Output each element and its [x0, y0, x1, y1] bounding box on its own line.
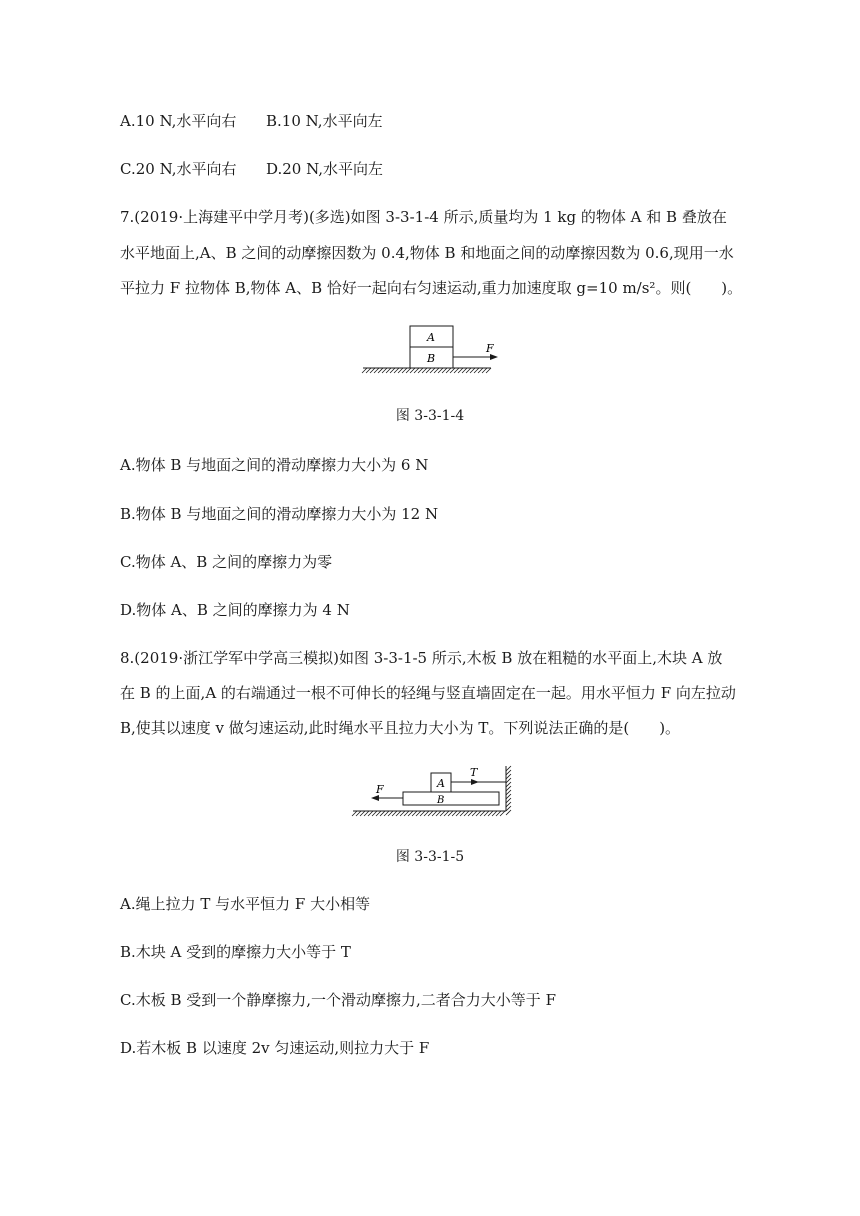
- q8-stem-line-1: 8.(2019·浙江学军中学高三模拟)如图 3-3-1-5 所示,木板 B 放在粗糙的水平面上,木块 A 放: [120, 649, 723, 667]
- q7-option-c: C.物体 A、B 之间的摩擦力为零: [120, 553, 333, 571]
- q7-stem-line-3: 平拉力 F 拉物体 B,物体 A、B 恰好一起向右匀速运动,重力加速度取 g=10 m/s²。则( )。: [120, 279, 743, 297]
- q7-option-a: A.物体 B 与地面之间的滑动摩擦力大小为 6 N: [120, 456, 429, 474]
- q7-stem-line-2: 水平地面上,A、B 之间的动摩擦因数为 0.4,物体 B 和地面之间的动摩擦因数为 0.6,现用一水: [120, 244, 734, 262]
- q8-wall-hatch: [506, 766, 511, 815]
- q7-stem-line-1: 7.(2019·上海建平中学月考)(多选)如图 3-3-1-4 所示,质量均为 1 kg 的物体 A 和 B 叠放在: [120, 208, 727, 226]
- q8-option-c: C.木板 B 受到一个静摩擦力,一个滑动摩擦力,二者合力大小等于 F: [120, 991, 556, 1009]
- q6-option-c: C.20 N,水平向右: [120, 160, 237, 178]
- q8-figure: [345, 760, 520, 820]
- q7-ground-hatch: [362, 368, 491, 373]
- q7-figure: [355, 320, 505, 385]
- q6-option-a: A.10 N,水平向右: [120, 112, 237, 130]
- q7-label-f: F: [486, 342, 494, 355]
- q8-tension-arrowhead: [471, 779, 479, 785]
- q8-figure-caption: 图 3-3-1-5: [395, 849, 465, 865]
- q7-option-b: B.物体 B 与地面之间的滑动摩擦力大小为 12 N: [120, 505, 439, 523]
- q8-label-f: F: [376, 783, 384, 796]
- q7-label-a: A: [427, 331, 435, 344]
- q8-stem-line-2: 在 B 的上面,A 的右端通过一根不可伸长的轻绳与竖直墙固定在一起。用水平恒力 F 向左拉动: [120, 684, 736, 702]
- q8-block-b: [403, 792, 499, 805]
- q7-label-b: B: [427, 352, 436, 365]
- q8-label-t: T: [470, 766, 478, 779]
- q8-label-b: B: [437, 795, 445, 806]
- q8-label-a: A: [437, 777, 445, 790]
- q8-option-d: D.若木板 B 以速度 2v 匀速运动,则拉力大于 F: [120, 1039, 430, 1057]
- q8-stem-line-3: B,使其以速度 v 做匀速运动,此时绳水平且拉力大小为 T。下列说法正确的是( )。: [120, 719, 681, 737]
- q6-option-b: B.10 N,水平向左: [266, 112, 383, 130]
- q6-option-d: D.20 N,水平向左: [266, 160, 384, 178]
- q7-option-d: D.物体 A、B 之间的摩擦力为 4 N: [120, 601, 350, 619]
- q8-option-b: B.木块 A 受到的摩擦力大小等于 T: [120, 943, 351, 961]
- q8-ground-hatch: [352, 811, 505, 816]
- q8-option-a: A.绳上拉力 T 与水平恒力 F 大小相等: [120, 895, 371, 913]
- q7-figure-caption: 图 3-3-1-4: [395, 408, 465, 424]
